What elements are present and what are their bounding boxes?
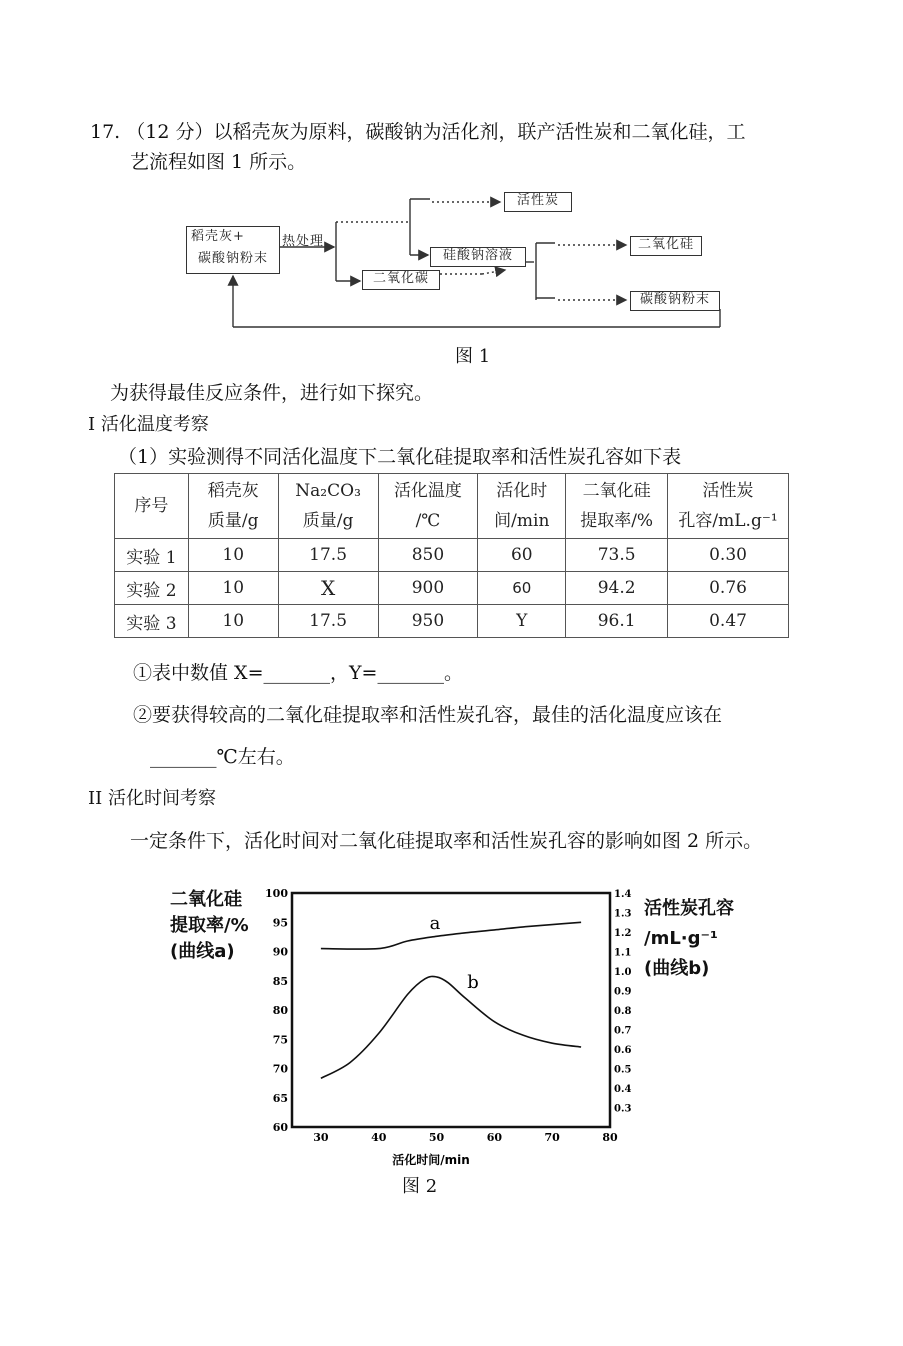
table-cell: 0.30: [668, 539, 789, 572]
th-na2co3-l2: 质量/g: [302, 511, 354, 531]
table-cell: 950: [378, 605, 478, 638]
right-axis-title-l1: 活性炭孔容: [644, 898, 734, 919]
table-cell: 0.47: [668, 605, 789, 638]
question-1: ①表中数值 X=_______，Y=_______。: [133, 662, 463, 684]
table-cell: 10: [188, 605, 278, 638]
series-label-b: b: [467, 972, 479, 993]
right-tick-label: 0.4: [614, 1084, 632, 1095]
table-cell: 实验 3: [115, 605, 189, 638]
flow-heat-label: 热处理: [282, 234, 325, 249]
table-cell: 10: [188, 572, 278, 605]
left-ticks: [265, 887, 288, 1134]
left-tick-label: 70: [272, 1062, 288, 1076]
series-label-a: a: [429, 913, 441, 934]
series-group: [321, 913, 581, 1078]
x-tick-label: 60: [486, 1131, 503, 1144]
flow-box-carbon: 活性炭: [504, 192, 572, 212]
right-tick-label: 1.1: [614, 947, 632, 959]
left-tick-label: 95: [272, 916, 288, 930]
table-cell: 850: [378, 539, 478, 572]
table-cell: 实验 1: [115, 539, 189, 572]
right-tick-label: 1.3: [614, 908, 632, 920]
question-2-line1: ②要获得较高的二氧化硅提取率和活性炭孔容，最佳的活化温度应该在: [133, 704, 723, 726]
right-tick-label: 0.9: [614, 986, 632, 998]
table-cell: 0.76: [668, 572, 789, 605]
x-tick-label: 70: [544, 1131, 560, 1144]
th-silica-l2: 提取率/%: [580, 511, 654, 531]
section-1-heading: I 活化温度考察: [88, 414, 209, 435]
table-cell: 73.5: [566, 539, 668, 572]
left-tick-label: 90: [272, 945, 288, 959]
x-tick-label: 50: [428, 1131, 445, 1144]
table-cell: 实验 2: [115, 572, 189, 605]
th-temp-l1: 活化温度: [393, 481, 462, 501]
left-axis-title-l3: (曲线a): [170, 941, 235, 962]
table-cell: 900: [378, 572, 478, 605]
right-tick-label: 0.3: [614, 1103, 632, 1115]
question-intro-line2: 艺流程如图 1 所示。: [130, 151, 307, 173]
x-axis-label: 活化时间/min: [392, 1153, 470, 1167]
question-intro-line1: 17. （12 分）以稻壳灰为原料，碳酸钠为活化剂，联产活性炭和二氧化硅，工: [90, 121, 746, 143]
right-tick-label: 0.5: [614, 1064, 632, 1076]
table-cell: Y: [478, 605, 566, 638]
x-tick-label: 30: [313, 1131, 329, 1144]
th-temp-l2: /℃: [415, 511, 441, 531]
th-ash-mass-l2: 质量/g: [207, 511, 259, 531]
x-ticks: [313, 1131, 618, 1144]
th-time-l1: 活化时: [496, 481, 548, 501]
left-axis-title-l2: 提取率/%: [170, 915, 249, 936]
right-ticks: [614, 889, 631, 1115]
flow-box-silicate: 硅酸钠溶液: [430, 247, 526, 267]
th-pore-l2: 孔容/mL.g⁻¹: [678, 511, 778, 531]
right-tick-label: 0.8: [614, 1006, 632, 1017]
section-2-description: 一定条件下，活化时间对二氧化硅提取率和活性炭孔容的影响如图 2 所示。: [130, 830, 763, 852]
right-tick-label: 0.7: [614, 1025, 632, 1037]
right-tick-label: 1.2: [614, 928, 632, 939]
flow-box-na2co3: 碳酸钠粉末: [630, 291, 720, 311]
x-tick-label: 40: [371, 1131, 387, 1144]
table-cell: X: [278, 572, 378, 605]
right-tick-label: 1.0: [614, 967, 632, 978]
flow-box-raw-line1: 稻壳灰+: [191, 229, 245, 244]
th-na2co3-l1: Na₂CO₃: [295, 481, 361, 501]
left-axis-title-l1: 二氧化硅: [170, 889, 242, 910]
x-tick-label: 80: [602, 1131, 618, 1144]
th-pore-l1: 活性炭: [702, 481, 754, 501]
series-line-b: [321, 976, 581, 1078]
th-time-l2: 间/min: [494, 511, 550, 531]
flow-box-silica: 二氧化硅: [630, 236, 702, 256]
table-cell: 17.5: [278, 539, 378, 572]
left-tick-label: 60: [272, 1121, 288, 1134]
right-tick-label: 0.6: [614, 1045, 632, 1056]
th-silica-l1: 二氧化硅: [582, 481, 651, 501]
explore-text: 为获得最佳反应条件，进行如下探究。: [110, 382, 434, 404]
table-cell: 60: [478, 572, 566, 605]
th-ash-mass-l1: 稻壳灰: [207, 481, 259, 501]
table-cell: 10: [188, 539, 278, 572]
section-2-heading: II 活化时间考察: [88, 788, 216, 809]
right-axis-title-l2: /mL·g⁻¹: [644, 928, 718, 949]
flow-box-raw-line2: 碳酸钠粉末: [197, 251, 268, 266]
right-axis-title-l3: (曲线b): [644, 958, 710, 979]
flow-box-co2: 二氧化碳: [362, 270, 440, 290]
left-tick-label: 80: [272, 1004, 288, 1017]
right-tick-label: 1.4: [614, 889, 632, 900]
question-2-line2: _______℃左右。: [150, 746, 295, 768]
th-index-label: 序号: [134, 496, 169, 516]
table-cell: 60: [478, 539, 566, 572]
plot-frame: [292, 893, 610, 1127]
table-cell: 94.2: [566, 572, 668, 605]
left-tick-label: 75: [272, 1033, 288, 1047]
left-tick-label: 100: [265, 887, 288, 900]
table-cell: 17.5: [278, 605, 378, 638]
figure2-caption: 图 2: [402, 1176, 438, 1197]
series-line-a: [321, 922, 581, 949]
left-tick-label: 65: [272, 1091, 288, 1105]
table-cell: 96.1: [566, 605, 668, 638]
figure1-caption: 图 1: [455, 346, 491, 367]
sub-question-1: （1）实验测得不同活化温度下二氧化硅提取率和活性炭孔容如下表: [118, 446, 682, 468]
left-tick-label: 85: [272, 974, 288, 988]
